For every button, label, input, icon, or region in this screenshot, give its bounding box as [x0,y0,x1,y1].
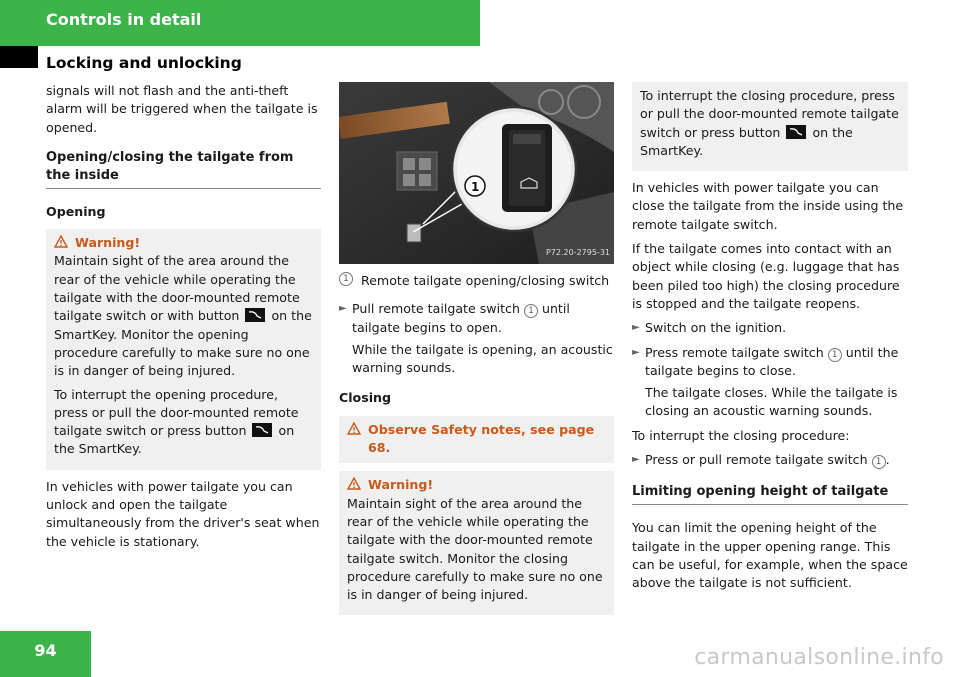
step-ignition: ► Switch on the ignition. [632,319,908,337]
warning-title: Warning! [54,234,313,252]
step-arrow-icon: ► [339,303,347,315]
subheading-opening: Opening [46,203,106,219]
step-arrow-icon: ► [632,454,640,466]
caption-text: Remote tailgate opening/closing switch [361,273,610,288]
step-arrow-icon: ► [632,346,640,358]
heading-limit-height: Limiting opening height of tailgate [632,483,908,505]
column-right [632,82,908,599]
switch-number: 1 [524,304,538,318]
warning-text-1: Maintain sight of the area around the rear of the vehicle while operating the tailgate with the door-mounted remote tailgate switch or with button on the SmartKey. Monitor the opening procedure carefully to make sure no one is in danger of being injured. [54,253,312,379]
step-pull-switch: ► Pull remote tailgate switch 1 until tailgate begins to open. While the tailgate is opening, an acoustic warning sounds. [339,300,614,377]
power-tailgate-text: In vehicles with power tailgate you can unlock and open the tailgate simultaneously from the driver's seat when the vehicle is stationary. [46,478,320,549]
switch-number: 1 [828,348,842,362]
page-number: 94 [34,641,57,660]
warning-text-closing: Maintain sight of the area around the rear of the vehicle while operating the tailgate with the door-mounted remote tailgate switch. Monitor the closing procedure carefully to make sure no one is in danger of being injured. [347,495,603,603]
step-press-switch: ► Press remote tailgate switch 1 until the tailgate begins to close. The tailgate closes. While the tailgate is closing an acoustic warning sounds. [632,344,908,421]
warning-triangle-icon [347,422,361,435]
subsection-title: Locking and unlocking [46,54,242,72]
page-number-tab [0,631,91,677]
warning-text-2: To interrupt the opening procedure, press or pull the door-mounted remote tailgate switch or press button on the SmartKey. [54,386,299,457]
figure-callout-1: 1 [471,180,480,194]
step-arrow-icon: ► [632,322,640,334]
figure-code: P72.20-2795-31 [545,247,610,257]
warning-box-opening [46,229,321,470]
interrupt-text: To interrupt the closing procedure: [632,427,850,443]
caption-number: 1 [339,272,353,286]
switch-number: 1 [872,455,886,469]
warning-triangle-icon [54,235,68,248]
warning-triangle-icon [347,477,361,490]
header-marker [0,46,38,68]
intro-text: signals will not flash and the anti-theft alarm will be triggered when the tailgate is opened. [46,83,318,135]
figure-caption [339,272,614,290]
interrupt-closing-box: To interrupt the closing procedure, press or pull the door-mounted remote tailgate switch or press button on the SmartKey. [632,82,908,171]
obstruction-text: If the tailgate comes into contact with an object while closing (e.g. luggage that has been piled too high) the closing procedure is stopped and the tailgate reopens. [632,241,900,311]
step-interrupt: ► Press or pull remote tailgate switch 1 . [632,451,908,469]
safety-note-text: Observe Safety notes, see page 68. [368,421,595,456]
column-middle [339,82,614,623]
heading-open-close-inside: Opening/closing the tailgate from the inside [46,149,321,189]
warning-title: Warning! [347,476,606,494]
safety-note-box [339,416,614,464]
column-left [46,82,321,557]
door-switch-photo [339,82,614,264]
step-result: While the tailgate is opening, an acoustic warning sounds. [352,341,613,376]
section-header-band [0,0,480,46]
door-panel-illustration [339,82,614,264]
tailgate-key-icon [786,125,806,139]
close-inside-text: In vehicles with power tailgate you can close the tailgate from the inside using the remote tailgate switch. [632,180,904,232]
subheading-closing: Closing [339,390,392,406]
step-result: The tailgate closes. While the tailgate is closing an acoustic warning sounds. [645,385,898,419]
section-title: Controls in detail [46,10,202,29]
warning-box-closing [339,471,614,615]
tailgate-key-icon [245,308,265,322]
tailgate-key-icon [252,423,272,437]
watermark: carmanualsonline.info [694,645,944,670]
limit-height-text: You can limit the opening height of the tailgate in the upper opening range. This can be useful, for example, when the space above the tailgate is not sufficient. [632,520,908,591]
